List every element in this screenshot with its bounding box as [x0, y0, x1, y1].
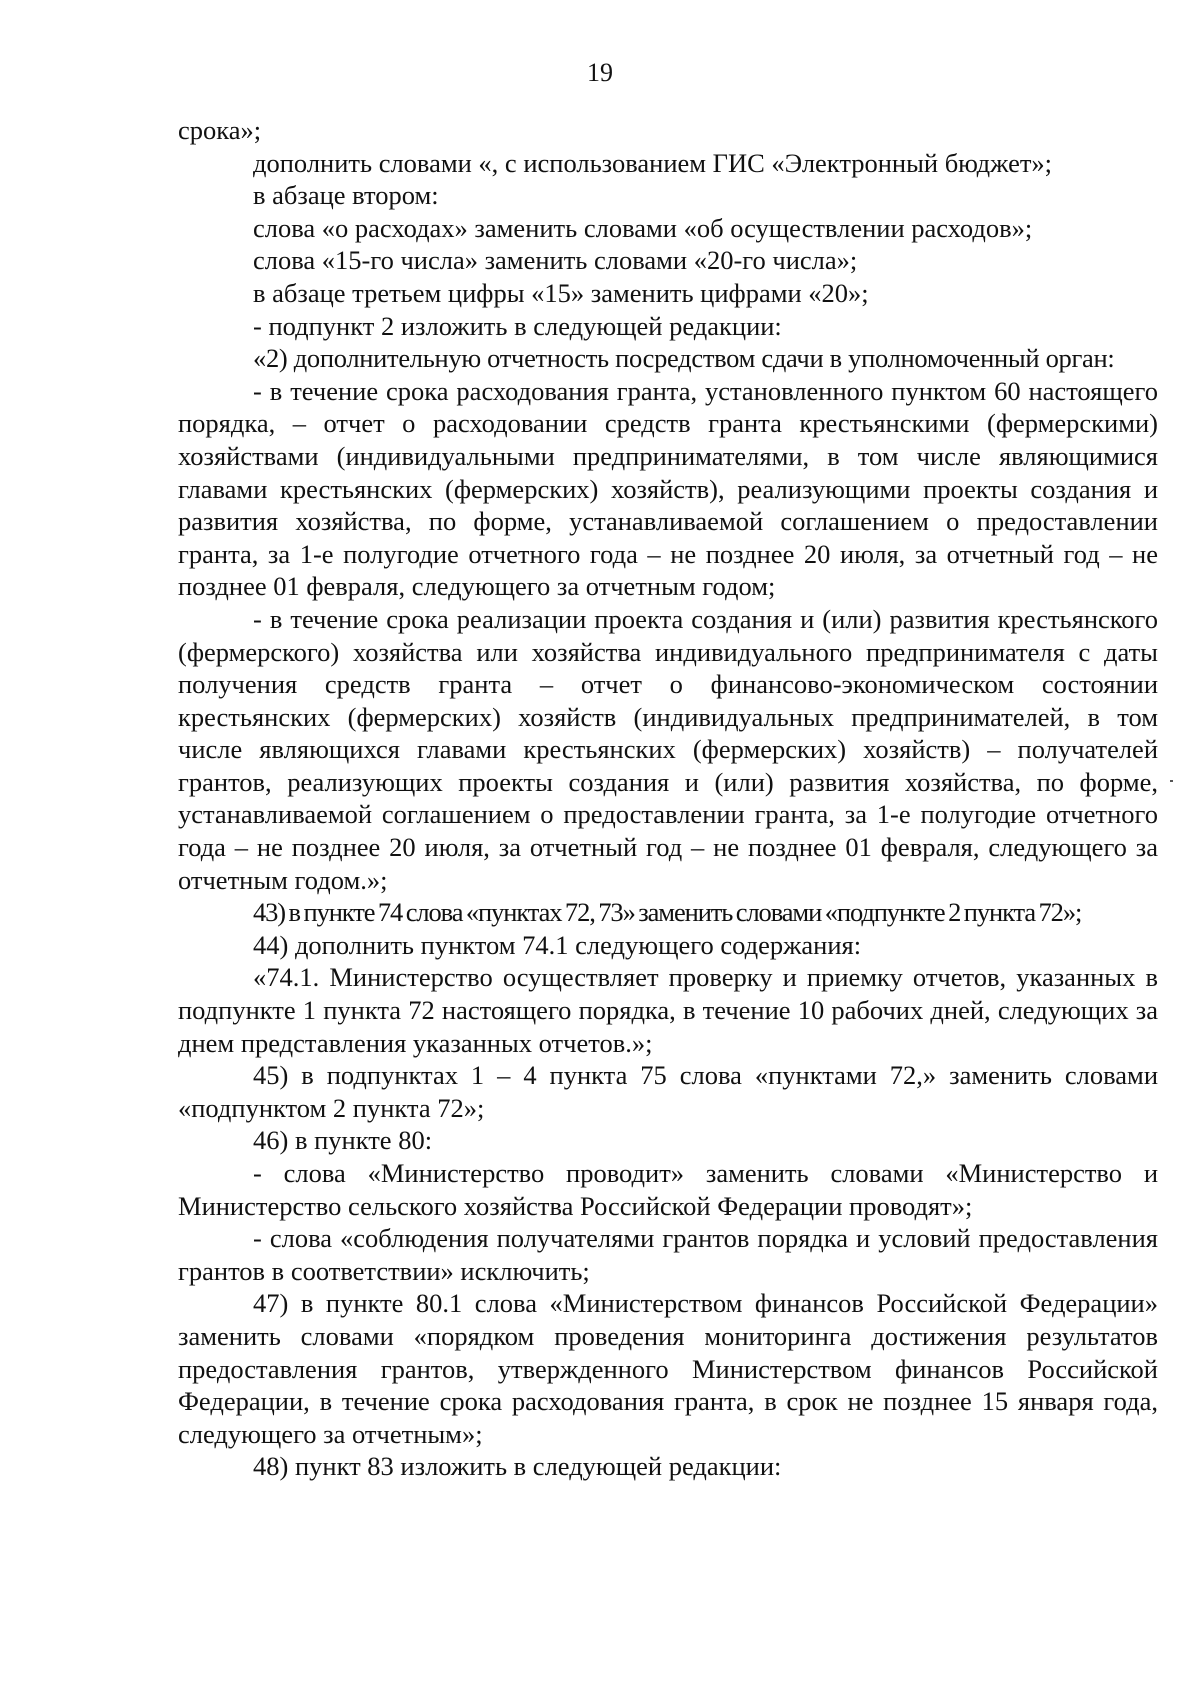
- page-number: 19: [587, 58, 613, 87]
- paragraph: 43) в пункте 74 слова «пунктах 72, 73» заменить словами «подпункте 2 пункта 72»;: [253, 897, 1082, 928]
- paragraph: слова «15-го числа» заменить словами «20-го числа»;: [253, 245, 858, 276]
- paragraph: - слова «Министерство проводит» заменить словами «Министерство и Министерство сельского хозяйства Российской Федерации проводят»;: [178, 1158, 1158, 1221]
- paragraph: срока»;: [178, 115, 262, 145]
- paragraph: 48) пункт 83 изложить в следующей редакции:: [253, 1451, 782, 1482]
- paragraph: - слова «соблюдения получателями грантов порядка и условий предоставления грантов в соответствии» исключить;: [178, 1223, 1158, 1286]
- paragraph: 45) в подпунктах 1 – 4 пункта 75 слова «пунктами 72,» заменить словами «подпунктом 2 пункта 72»;: [178, 1060, 1158, 1123]
- paragraph: дополнить словами «, с использованием ГИС «Электронный бюджет»;: [253, 147, 1053, 178]
- paragraph: 46) в пункте 80:: [253, 1125, 433, 1156]
- paragraph: - подпункт 2 изложить в следующей редакции:: [253, 310, 782, 341]
- paragraph: в абзаце третьем цифры «15» заменить цифрами «20»;: [253, 277, 869, 308]
- paragraph: слова «о расходах» заменить словами «об осуществлении расходов»;: [253, 212, 1033, 243]
- paragraph: - в течение срока реализации проекта создания и (или) развития крестьянского (фермерского) хозяйства или хозяйства индивидуального предпринимателя с даты получения средств гранта – отчет о финансово-экономическом состоянии крестьянских (фермерских) хозяйств (индивидуальных предпринимателей, в том числе являющихся главами крестьянских (фермерских) хозяйств) – получателей грантов, реализующих проекты создания и (или) развития хозяйства, по форме, устанавливаемой соглашением о предоставлении гранта, за 1-е полугодие отчетного года – не позднее 20 июля, за отчетный год – не позднее 01 февраля, следующего за отчетным годом.»;: [178, 603, 1158, 895]
- paragraph: 47) в пункте 80.1 слова «Министерством финансов Российской Федерации» заменить словами «порядком проведения мониторинга достижения результатов предоставления грантов, утвержденного Министерством финансов Российской Федерации, в течение срока расходования гранта, в срок не позднее 15 января года, следующего за отчетным»;: [178, 1288, 1158, 1449]
- paragraph: - в течение срока расходования гранта, установленного пунктом 60 настоящего порядка, – отчет о расходовании средств гранта крестьянскими (фермерскими) хозяйствами (индивидуальными предпринимателями, в том числе являющимися главами крестьянских (фермерских) хозяйств), реализующими проекты создания и развития хозяйства, по форме, устанавливаемой соглашением о предоставлении гранта, за 1-е полугодие отчетного года – не позднее 20 июля, за отчетный год – не позднее 01 февраля, следующего за отчетным годом;: [178, 375, 1158, 602]
- paragraph: «2) дополнительную отчетность посредством сдачи в уполномоченный орган:: [253, 343, 1115, 374]
- paragraph: в абзаце втором:: [253, 180, 439, 211]
- paragraph: «74.1. Министерство осуществляет проверку и приемку отчетов, указанных в подпункте 1 пункта 72 настоящего порядка, в течение 10 рабочих дней, следующих за днем представления указанных отчетов.»;: [178, 962, 1158, 1058]
- paragraph: 44) дополнить пунктом 74.1 следующего содержания:: [253, 929, 862, 960]
- scan-mark: [1170, 780, 1173, 782]
- document-body: [178, 114, 1158, 1483]
